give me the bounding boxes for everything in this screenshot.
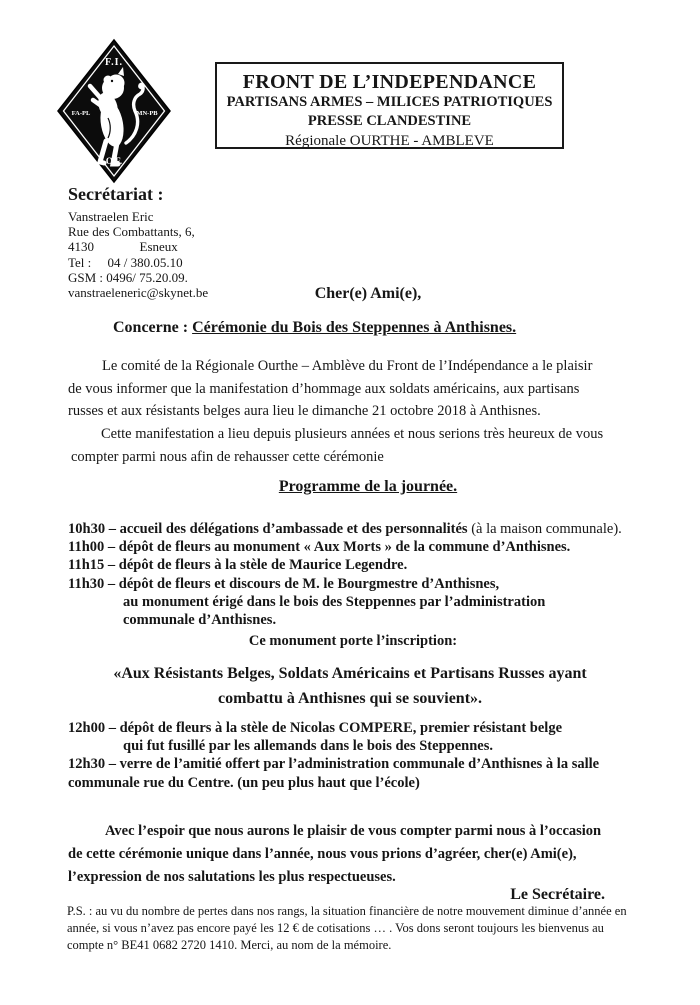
greeting: Cher(e) Ami(e), [314,285,422,302]
organization-title: FRONT DE L’INDEPENDANCE [242,71,537,93]
signature: Le Secrétaire. [510,886,605,903]
secretariat-heading: Secrétariat : [68,184,164,204]
closing-line: Avec l’espoir que nous aurons le plaisir de vous compter parmi nous à l’occasion [105,823,602,839]
ps-line: année, si vous n’avez pas encore payé les 12 € de cotisations … . Vos dons seront toujours les bienvenus au [67,921,604,935]
programme-item-12h30-cont: communale rue du Centre. (un peu plus haut que l’école) [68,774,420,791]
programme-item-11h00: 11h00 – dépôt de fleurs au monument « Aux Morts » de la commune d’Anthisnes. [68,539,571,556]
programme-item-12h30: 12h30 – verre de l’amitié offert par l’administration communale d’Anthisnes à la salle [68,756,600,773]
programme-heading: Programme de la journée. [278,478,458,495]
ps-line: P.S. : au vu du nombre de pertes dans nos rangs, la situation financière de notre mouvement diminue d’année en [67,904,627,918]
badge-right-label: MN-PB [136,110,158,117]
programme-item-note: (à la maison communale). [467,521,622,537]
secretariat-email: vanstraeleneric@skynet.be [68,285,209,301]
badge-left-label: FA-PL [71,110,91,117]
monument-intro: Ce monument porte l’inscription: [248,633,458,649]
closing-line: l’expression de nos salutations les plus respectueuses. [68,868,396,885]
paragraph-line: compter parmi nous afin de rehausser cette cérémonie [71,448,384,465]
ps-line: compte n° BE41 0682 2720 1410. Merci, au nom de la mémoire. [67,938,392,952]
inscription-line: «Aux Résistants Belges, Soldats Américains et Partisans Russes ayant [113,665,587,682]
paragraph-line: Le comité de la Régionale Ourthe – Amblève du Front de l’Indépendance a le plaisir [102,358,593,374]
subject-text: Cérémonie du Bois des Steppennes à Anthisnes. [192,319,517,336]
organization-subtitle-1: PARTISANS ARMES – MILICES PATRIOTIQUES [226,94,553,110]
subject-line [113,319,516,337]
programme-item-text: 10h30 – accueil des délégations d’ambassade et des personnalités [68,521,468,537]
paragraph-line: de vous informer que la manifestation d’hommage aux soldats américains, aux partisans [68,380,580,397]
inscription-line: combattu à Anthisnes qui se souvient». [217,690,483,707]
secretariat-gsm: GSM : 0496/ 75.20.09. [68,269,188,285]
secretariat-block [68,184,208,300]
organization-subtitle-2: PRESSE CLANDESTINE [307,113,472,129]
fi-lion-badge-icon [56,38,172,184]
secretariat-street: Rue des Combattants, 6, [68,224,195,240]
letterhead-box [215,62,564,149]
programme-item-11h30-cont: au monument érigé dans le bois des Steppennes par l’administration [123,593,546,610]
badge-bottom-label: O.F. [105,156,123,166]
closing-paragraph [68,820,601,888]
secretariat-phone: Tel : 04 / 380.05.10 [68,254,183,270]
monument-inscription [68,661,632,711]
programme-item-11h30-cont: communale d’Anthisnes. [123,612,277,629]
paragraph-line: russes et aux résistants belges aura lieu le dimanche 21 octobre 2018 à Anthisnes. [68,403,541,419]
secretariat-city: 4130 Esneux [68,239,178,255]
secretariat-name: Vanstraelen Eric [68,209,154,224]
paragraph-intro [68,355,592,423]
subject-label: Concerne : [113,319,193,336]
programme-item-11h30: 11h30 – dépôt de fleurs et discours de M. le Bourgmestre d’Anthisnes, [68,575,500,592]
paragraph-invitation [71,423,603,468]
organization-regionale: Régionale OURTHE - AMBLEVE [285,133,494,149]
paragraph-line: Cette manifestation a lieu depuis plusieurs années et nous serions très heureux de vous [101,426,604,442]
programme-item-12h00: 12h00 – dépôt de fleurs à la stèle de Nicolas COMPERE, premier résistant belge [68,720,563,736]
badge-top-label: F.I. [104,57,124,68]
programme-item-10h30 [68,520,622,538]
programme-afternoon-list [68,719,599,792]
programme-morning-list [68,520,622,629]
programme-item-12h00-cont: qui fut fusillé par les allemands dans le bois des Steppennes. [123,738,493,755]
post-scriptum [67,903,627,954]
programme-item-11h15: 11h15 – dépôt de fleurs à la stèle de Maurice Legendre. [68,557,408,574]
closing-line: de cette cérémonie unique dans l’année, nous vous prions d’agréer, cher(e) Ami(e), [68,845,577,862]
